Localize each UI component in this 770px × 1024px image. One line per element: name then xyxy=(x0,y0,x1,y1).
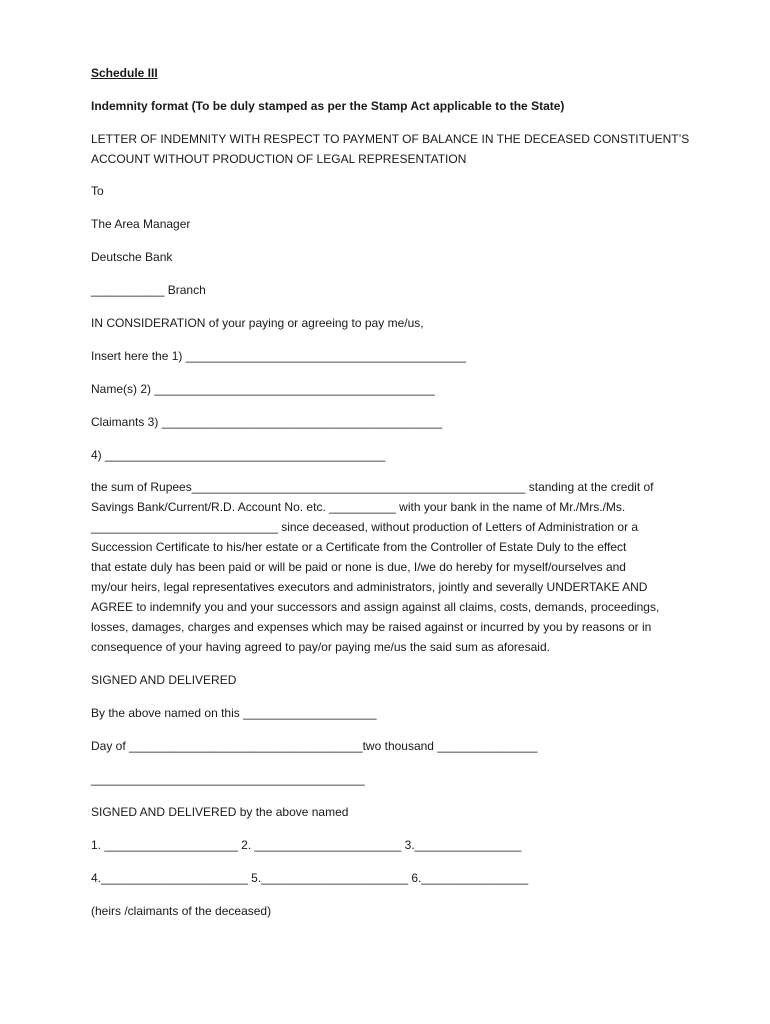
bank-name: Deutsche Bank xyxy=(91,250,173,264)
branch-line: ___________ Branch xyxy=(91,283,206,297)
consideration-line: IN CONSIDERATION of your paying or agreeing to pay me/us, xyxy=(91,316,424,330)
signature-row-1: 1. ____________________ 2. ______________________ 3.________________ xyxy=(91,838,522,852)
insert-line-1: Insert here the 1) __________________________________________ xyxy=(91,349,467,363)
to-label: To xyxy=(91,184,104,198)
schedule-heading: Schedule III xyxy=(91,66,158,80)
addressee: The Area Manager xyxy=(91,217,191,231)
indemnity-format-heading: Indemnity format (To be duly stamped as per the Stamp Act applicable to the State) xyxy=(91,99,565,113)
day-of-line: Day of ___________________________________two thousand _______________ xyxy=(91,739,538,753)
indemnity-body-paragraph xyxy=(91,477,691,657)
body-line: Savings Bank/Current/R.D. Account No. etc. __________ with your bank in the name of Mr./Mrs./Ms. xyxy=(91,500,626,514)
signature-blank-line: _________________________________________ xyxy=(91,772,365,786)
by-above-named-line: By the above named on this ____________________ xyxy=(91,706,377,720)
item-line-4: 4) __________________________________________ xyxy=(91,448,386,462)
letter-title-line-1: LETTER OF INDEMNITY WITH RESPECT TO PAYMENT OF BALANCE IN THE DECEASED CONSTITUENT’S xyxy=(91,132,690,146)
body-line: ____________________________ since deceased, without production of Letters of Administration or a xyxy=(91,520,639,534)
body-line: my/our heirs, legal representatives executors and administrators, jointly and severally UNDERTAKE AND xyxy=(91,580,648,594)
body-line: Succession Certificate to his/her estate or a Certificate from the Controller of Estate Duly to the effect xyxy=(91,540,627,554)
letter-title-line-2: ACCOUNT WITHOUT PRODUCTION OF LEGAL REPRESENTATION xyxy=(91,152,467,166)
body-line: that estate duly has been paid or will be paid or none is due, I/we do hereby for myself/ourselves and xyxy=(91,560,626,574)
body-line: AGREE to indemnify you and your successors and assign against all claims, costs, demands, proceedings, xyxy=(91,600,660,614)
signed-delivered-heading: SIGNED AND DELIVERED xyxy=(91,673,237,687)
heirs-claimants-note: (heirs /claimants of the deceased) xyxy=(91,904,272,918)
names-line-2: Name(s) 2) __________________________________________ xyxy=(91,382,435,396)
claimants-line-3: Claimants 3) __________________________________________ xyxy=(91,415,442,429)
body-line: the sum of Rupees__________________________________________________ standing at the credit of xyxy=(91,480,654,494)
signature-row-2: 4.______________________ 5.______________________ 6.________________ xyxy=(91,871,529,885)
body-line: consequence of your having agreed to pay/or paying me/us the said sum as aforesaid. xyxy=(91,640,550,654)
body-line: losses, damages, charges and expenses which may be raised against or incurred by you by reasons or in xyxy=(91,620,652,634)
signed-delivered-by-heading: SIGNED AND DELIVERED by the above named xyxy=(91,805,349,819)
